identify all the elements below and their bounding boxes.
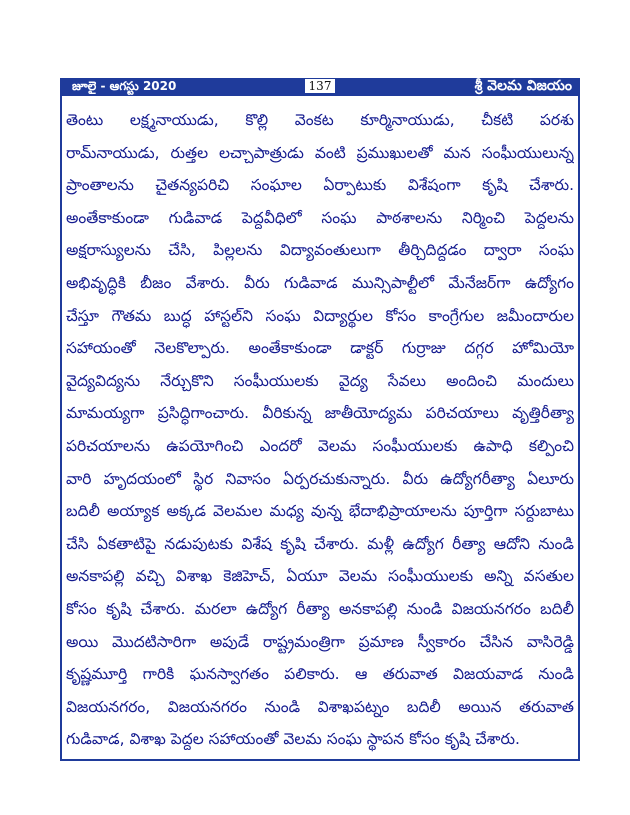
page-header	[60, 78, 580, 96]
text-line: సహాయంతో నెలకొల్పారు. అంతేకాకుండా డాక్టర్ గుర్రాజు దగ్గర హోమియో	[66, 339, 574, 358]
text-line: తెంటు లక్ష్మనాయుడు, కొల్లి వెంకట కూర్మినాయుడు, చీకటి పరశు	[66, 111, 574, 129]
text-line: అంతేకాకుండా గుడివాడ పెద్దవీధిలో సంఘ పాఠశాలను నిర్మించి పెద్దలను	[66, 208, 574, 227]
issue-date: జూలై - ఆగస్టు 2020	[72, 79, 177, 93]
text-line: వారి హృదయంలో స్థిర నివాసం ఏర్పరచుకున్నారు. వీరు ఉద్యోగరీత్యా ఏలూరు	[66, 469, 574, 488]
text-line: అయి మొదటిసారిగా అపుడే రాష్ట్రమంత్రిగా ప్రమాణ స్వీకారం చేసిన వాసిరెడ్డి	[66, 632, 574, 651]
text-line: కృష్ణమూర్తి గారికి ఘనస్వాగతం పలికారు. ఆ తరువాత విజయవాడ నుండి	[66, 665, 574, 684]
text-line: చేసి ఏకతాటిపై నడుపుటకు విశేష కృషి చేశారు. మళ్లీ ఉద్యోగ రీత్యా ఆదోని నుండి	[66, 534, 574, 553]
magazine-title: శ్రీ వెలమ విజయం	[474, 78, 572, 94]
text-line: అనకాపల్లి వచ్చి విశాఖ కెజిహెచ్, ఏయూ వెలమ సంఘీయులకు అన్ని వసతుల	[66, 567, 574, 586]
text-line: గుడివాడ, విశాఖ పెద్దల సహాయంతో వెలమ సంఘ స్థాపన కోసం కృషి చేశారు.	[66, 730, 520, 749]
text-line: రామ్‌నాయుడు, రుత్తల లచ్చాపాత్రుడు వంటి ప్రముఖులతో మన సంఘీయులున్న	[66, 143, 574, 162]
text-line: మామయ్యగా ప్రసిద్ధిగాంచారు. వీరికున్న జాతీయోద్యమ పరిచయాలు వృత్తిరీత్యా	[66, 404, 574, 423]
text-line: చేస్తూ గౌతమ బుద్ధ హాస్టల్‌ని సంఘ విద్యార్థుల కోసం కాంగ్రేగుల జమీందారుల	[66, 306, 574, 325]
article-body	[66, 104, 574, 756]
text-line: కోసం కృషి చేశారు. మరలా ఉద్యోగ రీత్యా అనకాపల్లి నుండి విజయనగరం బదిలీ	[66, 599, 574, 618]
page-number: 137	[305, 79, 336, 93]
text-line: విజయనగరం, విజయనగరం నుండి విశాఖపట్నం బదిలీ అయిన తరువాత	[66, 697, 574, 716]
text-line: వైద్యవిద్యను నేర్చుకొని సంఘీయులకు వైద్య సేవలు అందించి మందులు	[66, 371, 574, 390]
text-line: అభివృద్ధికి బీజం వేశారు. వీరు గుడివాడ మున్సిపాల్టీలో మేనేజర్‌గా ఉద్యోగం	[66, 273, 574, 292]
text-line: పరిచయాలను ఉపయోగించి ఎందరో వెలమ సంఘీయులకు ఉపాధి కల్పించి	[66, 436, 574, 455]
text-line: అక్షరాస్యులను చేసి, పిల్లలను విద్యావంతులుగా తీర్చిదిద్దడం ద్వారా సంఘ	[66, 241, 574, 260]
text-line: బదిలీ అయ్యాక అక్కడ వెలమల మధ్య వున్న భేదాభిప్రాయాలను పూర్తిగా సర్దుబాటు	[66, 502, 574, 521]
text-line: ప్రాంతాలను చైతన్యపరిచి సంఘాల ఏర్పాటుకు విశేషంగా కృషి చేశారు.	[66, 176, 574, 195]
